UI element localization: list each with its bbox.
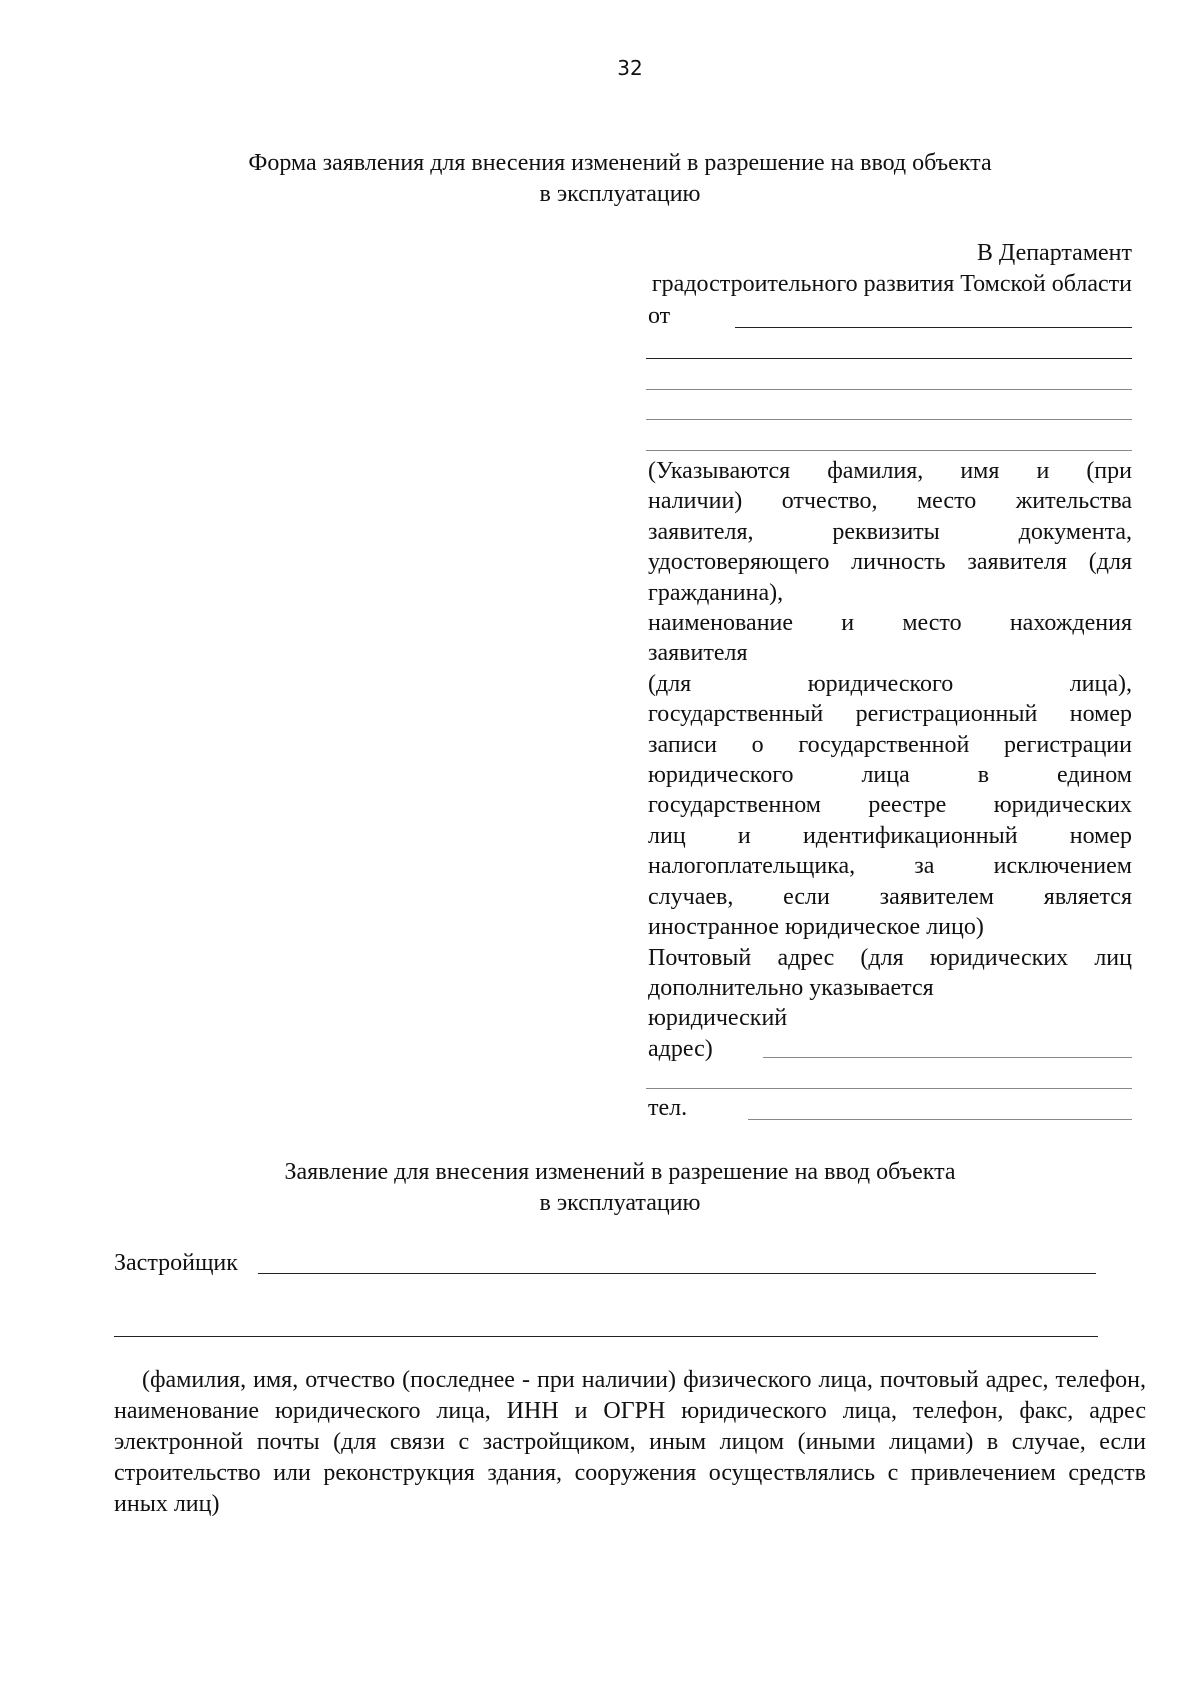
address-line-1[interactable] [763, 1057, 1132, 1058]
applicant-description-line: заявителя [648, 640, 748, 667]
applicant-description-line: (для юридического лица), [648, 670, 1132, 697]
applicant-description-line: записи о государственной регистрации [648, 731, 1132, 758]
applicant-description-line: гражданина), [648, 579, 784, 606]
applicant-line-2[interactable] [646, 389, 1132, 390]
applicant-description-line: государственный регистрационный номер [648, 701, 1132, 728]
phone-label: тел. [648, 1095, 688, 1121]
applicant-description-line: случаев, если заявителем является [648, 883, 1132, 910]
applicant-description-line: юридический [648, 1005, 788, 1032]
applicant-description-line: юридического лица в едином [648, 762, 1132, 789]
from-line[interactable] [735, 327, 1132, 328]
applicant-description-line: адрес) [648, 1035, 713, 1062]
applicant-line-3[interactable] [646, 419, 1132, 420]
applicant-description-line: заявителя, реквизиты документа, [648, 518, 1132, 545]
form-title-line-2: в эксплуатацию [539, 181, 701, 207]
builder-line-1[interactable] [258, 1273, 1096, 1274]
applicant-description-line: удостоверяющего личность заявителя (для [648, 549, 1132, 576]
applicant-description-line: Почтовый адрес (для юридических лиц [648, 944, 1132, 971]
applicant-description-line: лиц и идентификационный номер [648, 822, 1132, 849]
addressee-block [566, 238, 1132, 300]
statement-title-line-2: в эксплуатацию [539, 1190, 701, 1216]
applicant-description-line: наименование и место нахождения [648, 610, 1132, 637]
applicant-description-line: налогоплательщика, за исключением [648, 853, 1132, 880]
from-label: от [648, 303, 671, 329]
addressee-line-2: градостроительного развития Томской области [651, 271, 1132, 297]
builder-footnote: (фамилия, имя, отчество (последнее - при наличии) физического лица, почтовый адрес, телефон, наименование юридического лица, ИНН и ОГРН юридического лица, телефон, факс, адрес электронной почты (для связи с застройщиком, иным лицом (иными лицами) в случае, если строительство или реконструкция здания, сооружения осуществлялись с привлечением средств иных лиц) [114, 1367, 1146, 1517]
applicant-description-line: государственном реестре юридических [648, 792, 1132, 819]
applicant-line-1[interactable] [646, 358, 1132, 359]
form-title [180, 148, 1060, 210]
form-title-line-1: Форма заявления для внесения изменений в разрешение на ввод объекта [248, 150, 992, 176]
address-line-2[interactable] [646, 1088, 1132, 1089]
builder-label: Застройщик [114, 1250, 238, 1276]
statement-title [180, 1157, 1060, 1219]
builder-line-2[interactable] [114, 1336, 1098, 1337]
applicant-description [648, 456, 1132, 1064]
phone-line[interactable] [748, 1119, 1132, 1120]
applicant-description-line: иностранное юридическое лицо) [648, 914, 984, 941]
page-number: 32 [617, 56, 643, 80]
addressee-line-1: В Департамент [976, 240, 1132, 266]
applicant-description-line: (Указываются фамилия, имя и (при [648, 458, 1132, 484]
statement-title-line-1: Заявление для внесения изменений в разрешение на ввод объекта [284, 1159, 956, 1185]
applicant-description-line: дополнительно указывается [648, 974, 934, 1001]
applicant-description-line: наличии) отчество, место жительства [648, 488, 1132, 515]
applicant-line-4[interactable] [646, 450, 1132, 451]
